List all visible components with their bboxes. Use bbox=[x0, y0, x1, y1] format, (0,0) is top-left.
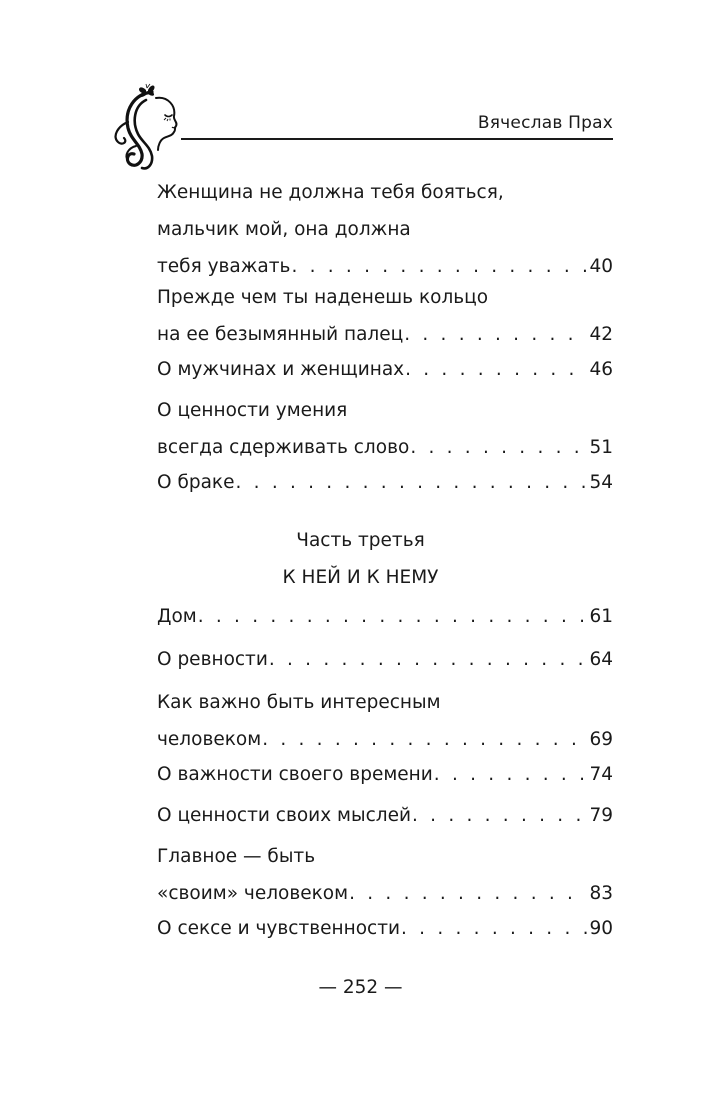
toc-entry-title-line: всегда сдерживать слово bbox=[157, 437, 410, 458]
dot-leader bbox=[198, 598, 588, 635]
toc-entry-page: 46 bbox=[589, 359, 613, 380]
header-rule bbox=[181, 138, 613, 140]
part-title: К НЕЙ И К НЕМУ bbox=[282, 567, 439, 588]
dot-leader bbox=[405, 351, 587, 388]
running-head-author: Вячеслав Прах bbox=[477, 113, 613, 133]
dot-leader bbox=[434, 756, 588, 793]
toc-entry[interactable] bbox=[157, 464, 613, 501]
toc-entry-title-line: О ценности своих мыслей bbox=[157, 805, 411, 826]
toc-entry-page: 51 bbox=[589, 437, 613, 458]
toc-entry[interactable] bbox=[157, 797, 613, 834]
part-label: Часть третья bbox=[296, 530, 425, 551]
dot-leader bbox=[410, 429, 587, 466]
woman-silhouette-butterfly-logo bbox=[106, 82, 188, 174]
toc-entry[interactable] bbox=[157, 838, 613, 912]
toc-entry-title-line: «своим» человеком bbox=[157, 883, 349, 904]
toc-entry-title-line: тебя уважать bbox=[157, 256, 291, 277]
toc-entry[interactable] bbox=[157, 174, 613, 285]
toc-entry-page: 61 bbox=[589, 606, 613, 627]
toc-entry[interactable] bbox=[157, 756, 613, 793]
toc-entry-page: 42 bbox=[589, 324, 613, 345]
toc-entry-title-line: О сексе и чувственности bbox=[157, 918, 401, 939]
toc-entry-title-line: Как важно быть интересным bbox=[157, 692, 441, 713]
toc-entry[interactable] bbox=[157, 279, 613, 353]
toc-entry-title-line: О ценности умения bbox=[157, 400, 348, 421]
toc-entry-title-line: Женщина не должна тебя бояться, bbox=[157, 182, 504, 203]
dot-leader bbox=[349, 875, 587, 912]
toc-entry-page: 83 bbox=[589, 883, 613, 904]
toc-entry[interactable] bbox=[157, 641, 613, 678]
toc-entry[interactable] bbox=[157, 598, 613, 635]
toc-entry[interactable] bbox=[157, 351, 613, 388]
toc-entry-title-line: Дом bbox=[157, 606, 197, 627]
toc-entry-page: 69 bbox=[589, 729, 613, 750]
toc-entry[interactable] bbox=[157, 910, 613, 947]
dot-leader bbox=[262, 721, 587, 758]
toc-entry-title-line: мальчик мой, она должна bbox=[157, 219, 411, 240]
toc-entry-title-line: на ее безымянный палец bbox=[157, 324, 404, 345]
toc-entry-title-line: человеком bbox=[157, 729, 262, 750]
toc-entry[interactable] bbox=[157, 392, 613, 466]
toc-entry-page: 90 bbox=[589, 918, 613, 939]
toc-entry-title-line: Главное — быть bbox=[157, 846, 316, 867]
dot-leader bbox=[412, 797, 587, 834]
toc-entry-title-line: О ревности bbox=[157, 649, 268, 670]
page-number: — 252 — bbox=[318, 977, 403, 998]
toc-entry-page: 64 bbox=[589, 649, 613, 670]
toc-entry-page: 79 bbox=[589, 805, 613, 826]
dot-leader bbox=[404, 316, 587, 353]
dot-leader bbox=[269, 641, 588, 678]
dot-leader bbox=[236, 464, 588, 501]
toc-entry-page: 74 bbox=[589, 764, 613, 785]
dot-leader bbox=[401, 910, 587, 947]
toc-entry-page: 54 bbox=[589, 472, 613, 493]
toc-entry-page: 40 bbox=[589, 256, 613, 277]
toc-entry-title-line: Прежде чем ты наденешь кольцо bbox=[157, 287, 489, 308]
toc-entry-title-line: О браке bbox=[157, 472, 235, 493]
toc-entry[interactable] bbox=[157, 684, 613, 758]
toc-entry-title-line: О мужчинах и женщинах bbox=[157, 359, 405, 380]
toc-entry-title-line: О важности своего времени bbox=[157, 764, 433, 785]
